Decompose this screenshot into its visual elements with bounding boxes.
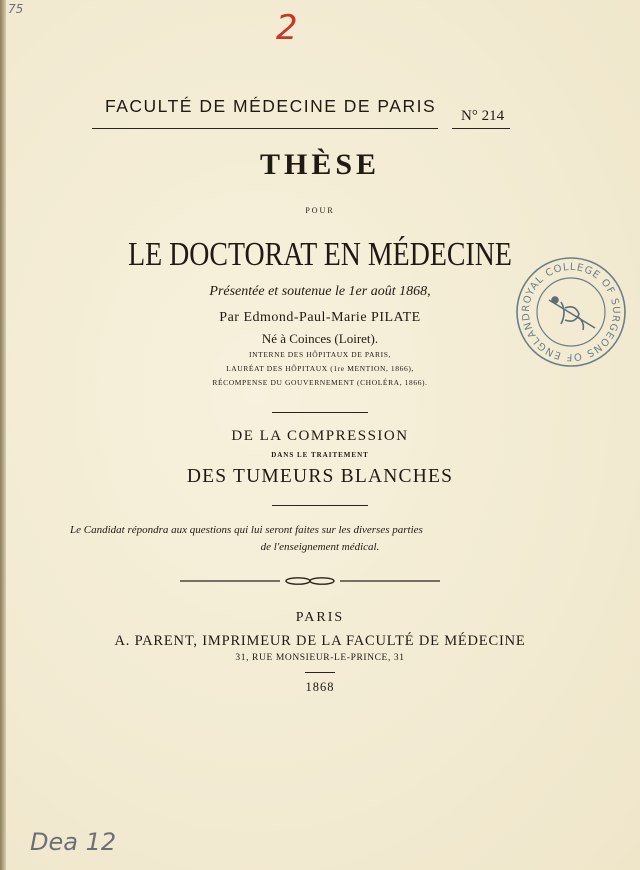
section-divider [272,412,368,413]
corner-pencil-note: 75 [8,2,24,16]
thesis-title: THÈSE [259,148,381,181]
birthplace: Né à Coinces (Loiret). [261,331,379,346]
pour-word: POUR [305,206,335,215]
degree-title: LE DOCTORAT EN MÉDECINE [128,236,512,273]
thesis-number: N° 214 [461,108,505,124]
stamp-text: ROYAL COLLEGE OF SURGEONS OF ENGLAND [520,261,622,363]
red-page-number: 2 [276,8,298,48]
author-title: RÉCOMPENSE DU GOUVERNEMENT (CHOLÉRA, 1866). [212,378,428,387]
faculty-heading: FACULTÉ DE MÉDECINE DE PARIS [105,96,437,116]
ornamental-rule [180,575,440,587]
header-rule [92,128,438,129]
imprint-year: 1868 [305,680,335,694]
year-dash [305,672,335,673]
author-line: Par Edmond-Paul-Marie PILATE [219,310,421,325]
library-stamp [515,256,627,368]
section-divider [272,505,368,506]
printer-name: A. PARENT, IMPRIMEUR DE LA FACULTÉ DE MÉDECINE [114,633,526,649]
svg-text:ROYAL COLLEGE OF SURGEONS OF E [521,262,621,362]
presented-date: Présentée et soutenue le 1er août 1868, [209,284,431,299]
candidate-note-line-1: Le Candidat répondra aux questions qui lui seront faites sur les diverses parties [70,524,423,536]
stamp-emblem [549,297,595,330]
subject-line-3: DES TUMEURS BLANCHES [186,466,454,487]
printer-address: 31, RUE MONSIEUR-LE-PRINCE, 31 [235,653,405,663]
subject-line-2: DANS LE TRAITEMENT [271,451,369,459]
subject-line-1: DE LA COMPRESSION [231,428,409,444]
number-rule [452,128,510,129]
author-title: LAURÉAT DES HÔPITAUX (1re MENTION, 1866), [226,364,414,373]
author-title: INTERNE DES HÔPITAUX DE PARIS, [249,350,391,359]
imprint-city: PARIS [295,610,345,625]
bottom-pencil-note: Dea 12 [30,828,117,856]
candidate-note-line-2: de l'enseignement médical. [260,541,380,553]
